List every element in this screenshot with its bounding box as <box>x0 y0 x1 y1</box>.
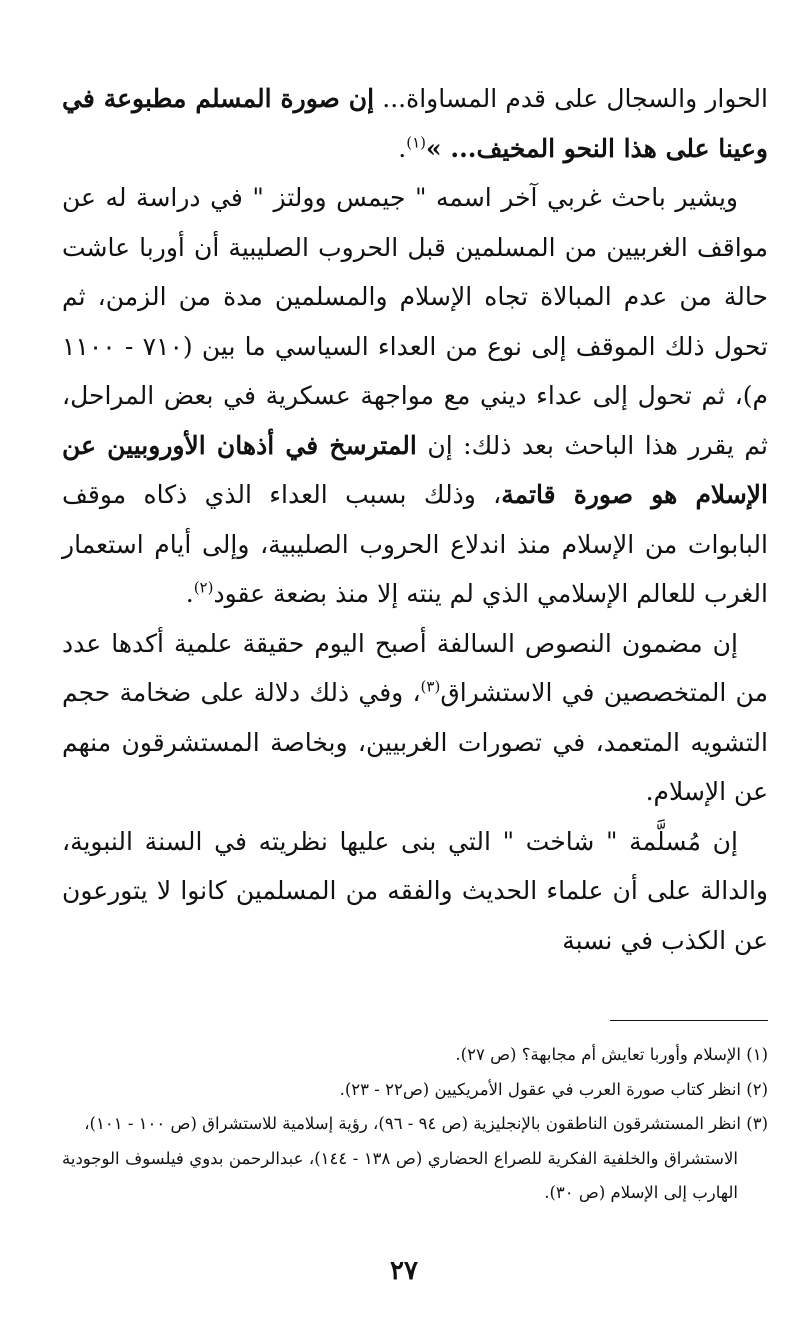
body-text <box>62 74 768 965</box>
paragraph-4-text: إن مُسلَّمة " شاخت " التي بنى عليها نظريته في السنة النبوية، والدالة على أن علماء الحديث والفقه من المسلمين كانوا لا يتورعون عن الكذب في نسبة <box>62 826 768 955</box>
paragraph-2-text-cont: ، وذلك بسبب العداء الذي ذكاه موقف البابوات من الإسلام منذ اندلاع الحروب الصليبية، وإلى أيام استعمار الغرب للعالم الإسلامي الذي لم ينته إلا منذ بضعة عقود <box>62 480 768 608</box>
footnote-1-text: (١) الإسلام وأوربا تعايش أم مجابهة؟ (ص ٢٧). <box>455 1045 768 1064</box>
paragraph-1 <box>62 74 768 173</box>
footnote-ref-3: (٣) <box>420 677 441 696</box>
footnote-3 <box>62 1107 768 1211</box>
paragraph-2 <box>62 173 768 619</box>
footnotes <box>62 1038 768 1211</box>
paragraph-3-text: إن مضمون النصوص السالفة أصبح اليوم حقيقة علمية أكدها عدد من المتخصصين في الاستشراق <box>62 628 768 707</box>
page-number: ٢٧ <box>390 1256 418 1286</box>
paragraph-1-bold-quote: إن صورة المسلم مطبوعة في وعينا على هذا النحو المخيف... » <box>62 84 768 163</box>
footnote-2 <box>62 1073 768 1108</box>
footnote-ref-1: (١) <box>406 133 427 152</box>
footnote-1 <box>62 1038 768 1073</box>
paragraph-2-bold-phrase: المترسخ في أذهان الأوروبيين عن الإسلام هو صورة قاتمة <box>62 430 768 509</box>
paragraph-1-text: الحوار والسجال على قدم المساواة... <box>374 84 768 113</box>
footnote-ref-2: (٢) <box>193 578 214 597</box>
paragraph-3-text-cont: ، وفي ذلك دلالة على ضخامة حجم التشويه المتعمد، في تصورات الغربيين، وبخاصة المستشرقون منهم عن الإسلام. <box>62 678 768 806</box>
footnote-3-text: (٣) انظر المستشرقون الناطقون بالإنجليزية (ص ٩٤ - ٩٦)، رؤية إسلامية للاستشراق (ص ١٠٠ - ١٠١)، <box>84 1114 768 1133</box>
paragraph-4 <box>62 817 768 966</box>
footnote-2-text: (٢) انظر كتاب صورة العرب في عقول الأمريكيين (ص٢٢ - ٢٣). <box>339 1079 768 1099</box>
footnote-separator <box>610 1020 768 1021</box>
paragraph-2-end: . <box>185 579 194 608</box>
paragraph-3 <box>62 619 768 817</box>
footnote-3-continuation: الاستشراق والخلفية الفكرية للصراع الحضاري (ص ١٣٨ - ١٤٤)، عبدالرحمن بدوي فيلسوف الوجودية الهارب إلى الإسلام (ص ٣٠). <box>62 1148 738 1202</box>
page-body <box>62 74 768 965</box>
paragraph-1-end: . <box>398 133 407 163</box>
paragraph-2-text: ويشير باحث غربي آخر اسمه " جيمس وولتز " في دراسة له عن مواقف الغربيين من المسلمين قبل الحروب الصليبية أن أوربا عاشت حالة من عدم المبالاة تجاه الإسلام والمسلمين مدة من الزمن، ثم تحول ذلك الموقف إلى نوع من العداء السياسي ما بين (٧١٠ - ١١٠٠ م)، ثم تحول إلى عداء ديني مع مواجهة عسكرية في بعض المراحل، ثم يقرر هذا الباحث بعد ذلك: إن <box>62 183 769 460</box>
